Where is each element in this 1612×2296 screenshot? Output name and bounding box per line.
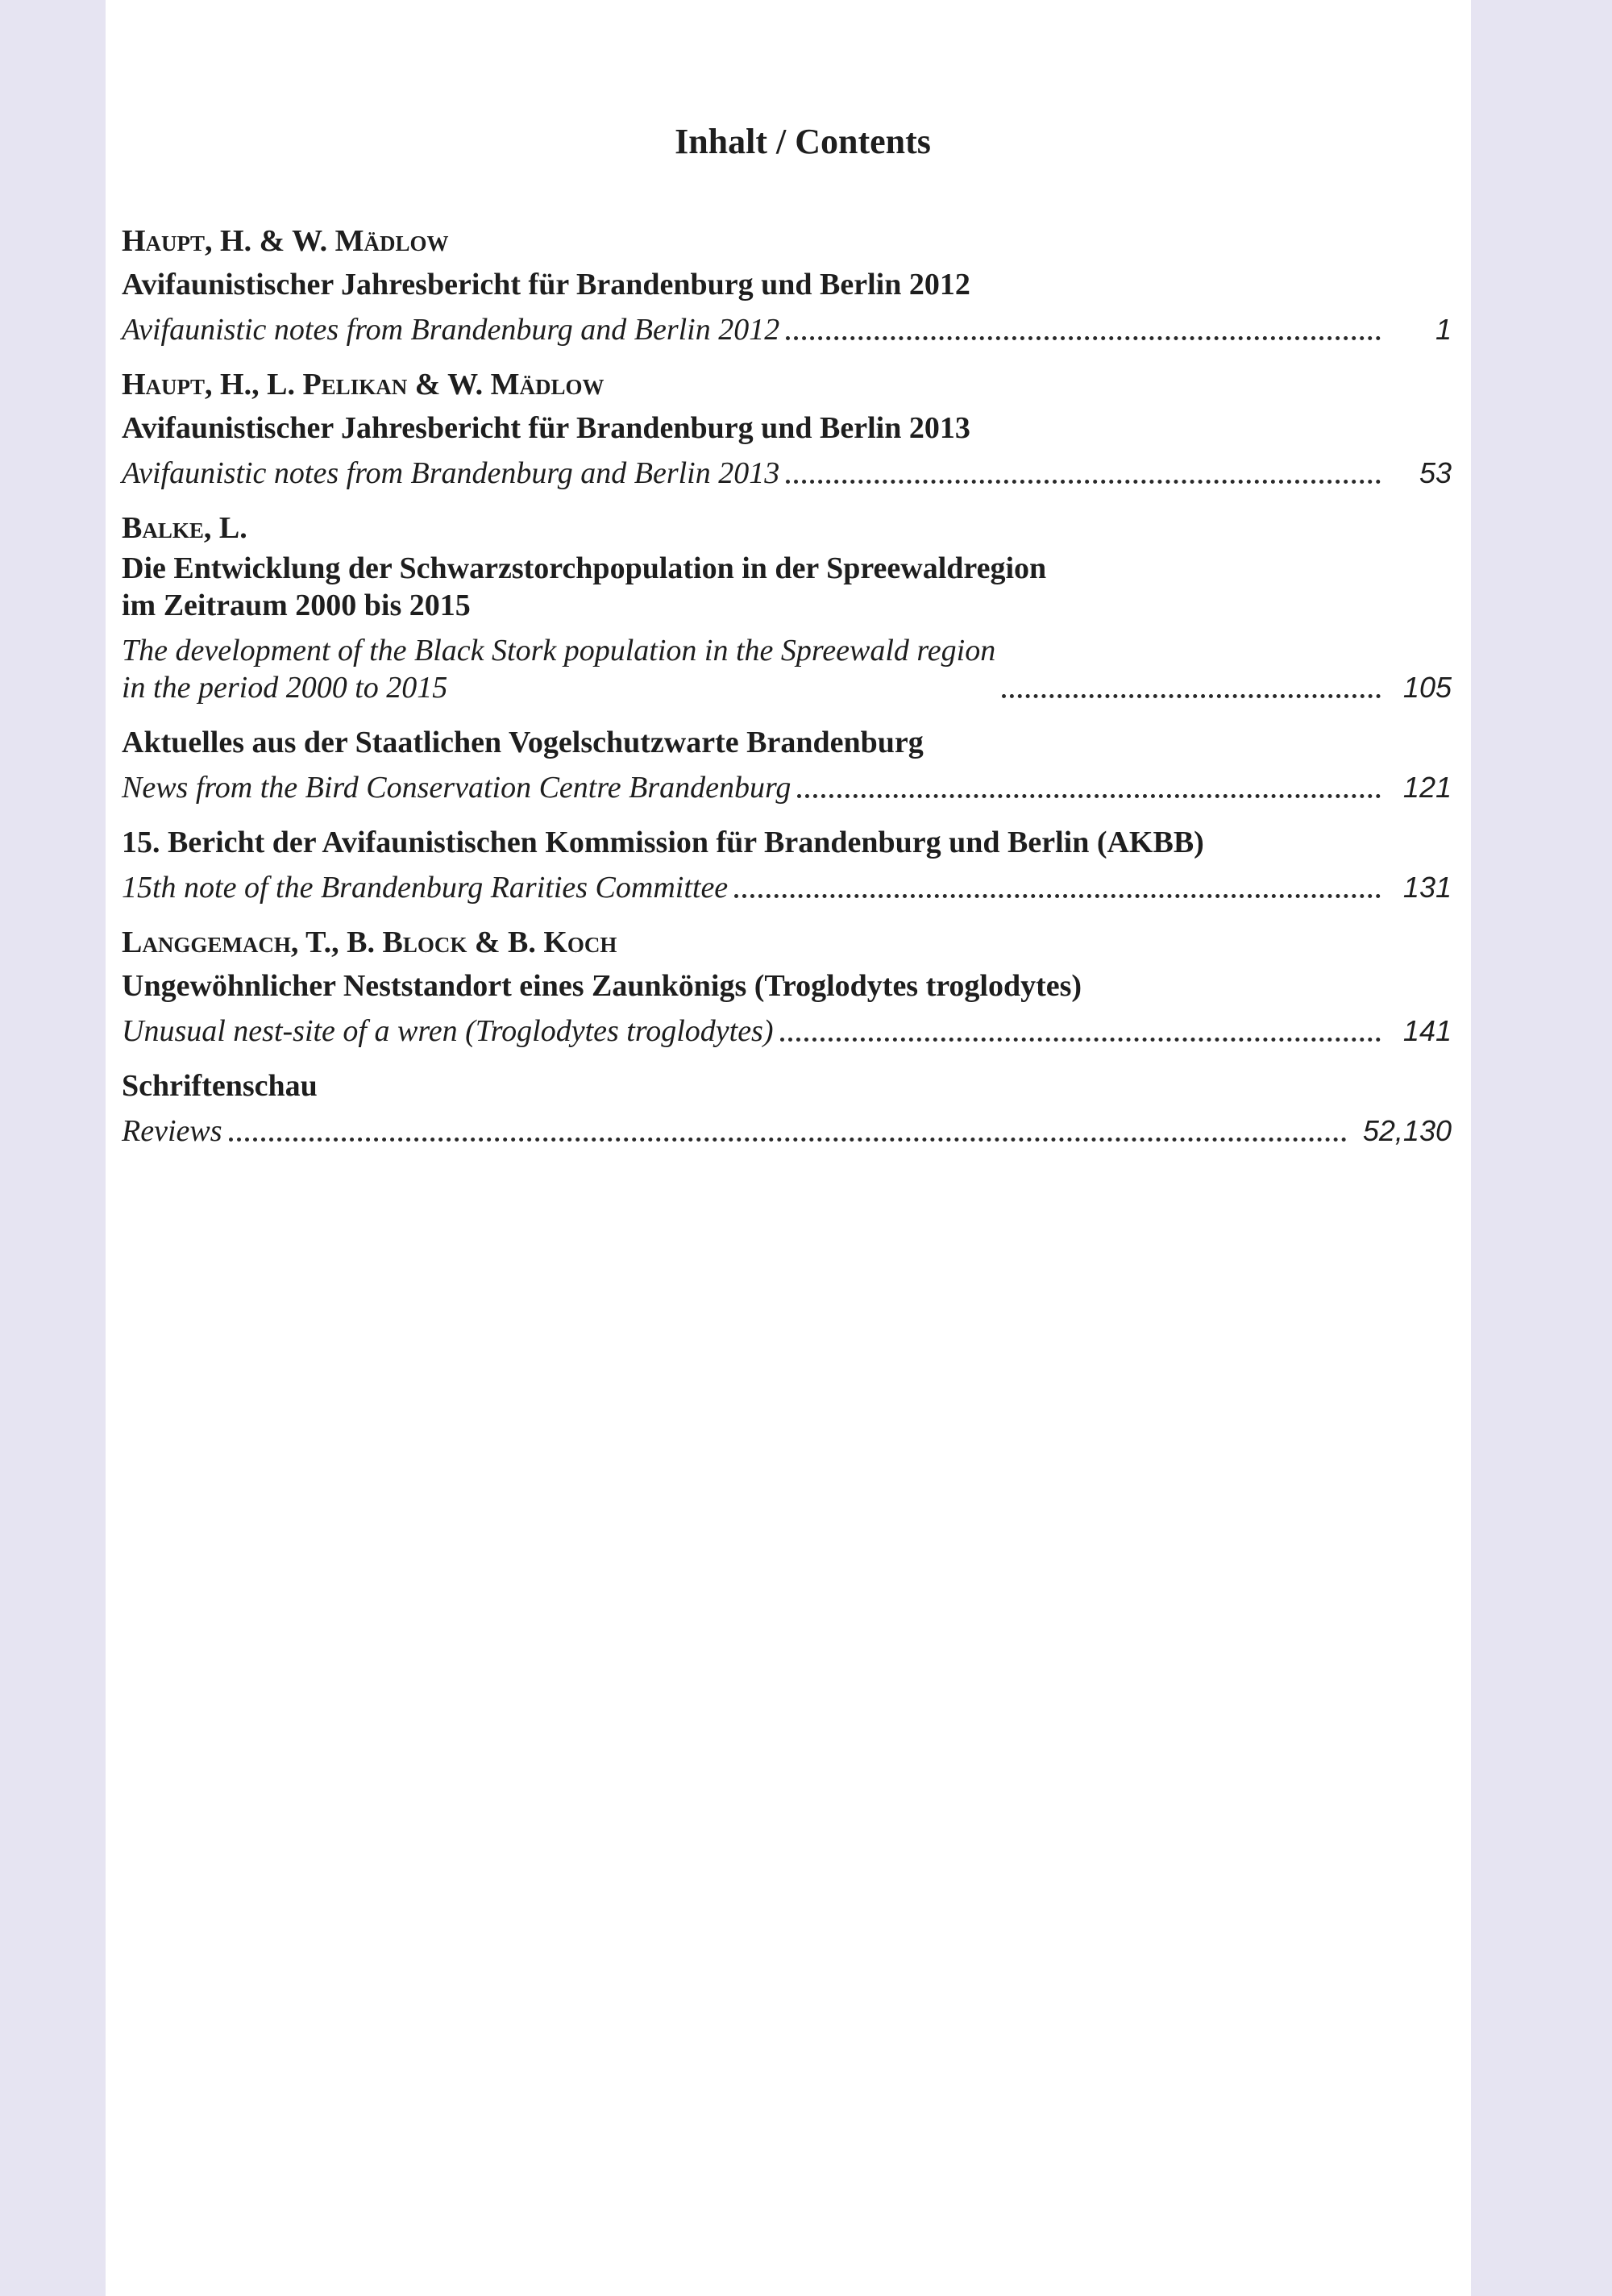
- entry-authors: Haupt, H. & W. Mädlow: [122, 224, 449, 258]
- toc-entry: [122, 506, 1452, 714]
- entry-title-english-row[interactable]: [122, 766, 1452, 814]
- page-number: 131: [1402, 871, 1452, 904]
- entry-title-english: [122, 869, 728, 906]
- entry-title-english-row[interactable]: [122, 451, 1452, 500]
- entry-title-english: [122, 311, 779, 348]
- dot-leader: [1002, 694, 1381, 698]
- page-number: 105: [1402, 671, 1452, 704]
- page-number: 141: [1402, 1014, 1452, 1047]
- title-line: Unusual nest-site of a wren (Troglodytes troglodytes): [122, 1014, 774, 1048]
- page-number: 52,130: [1362, 1114, 1452, 1147]
- page-title: Inhalt / Contents: [675, 122, 931, 161]
- title-line: Ungewöhnlicher Neststandort eines Zaunkönigs (Troglodytes troglodytes): [122, 969, 1082, 1003]
- title-line: Aktuelles aus der Staatlichen Vogelschutzwarte Brandenburg: [122, 726, 924, 759]
- entry-title-english: [122, 455, 779, 492]
- title-line: The development of the Black Stork population in the Spreewald region: [122, 634, 996, 668]
- entry-title-german: [122, 1064, 1452, 1109]
- page-number: 53: [1419, 456, 1452, 489]
- dot-leader: [797, 794, 1381, 798]
- title-line: Avifaunistic notes from Brandenburg and Berlin 2012: [122, 313, 780, 347]
- entry-authors: Balke, L.: [122, 511, 247, 545]
- dot-leader: [780, 1038, 1381, 1042]
- entry-title-english-row[interactable]: [122, 1009, 1452, 1058]
- title-line: Avifaunistischer Jahresbericht für Brandenburg und Berlin 2013: [122, 411, 970, 445]
- entry-title-english: [122, 1013, 774, 1050]
- entry-authors: Haupt, H., L. Pelikan & W. Mädlow: [122, 368, 604, 401]
- dot-leader: [786, 336, 1381, 340]
- entry-title-german: [122, 821, 1452, 866]
- entry-title-english: [122, 632, 995, 706]
- dot-leader: [734, 894, 1381, 898]
- entry-title-german: [122, 406, 1452, 451]
- entry-title-german: [122, 721, 1452, 766]
- title-line: News from the Bird Conservation Centre Brandenburg: [122, 771, 791, 805]
- title-line: Avifaunistischer Jahresbericht für Brandenburg und Berlin 2012: [122, 268, 970, 302]
- title-line: Avifaunistic notes from Brandenburg and Berlin 2013: [122, 456, 780, 490]
- toc-entry: [122, 721, 1452, 814]
- entry-title-english-row[interactable]: [122, 308, 1452, 356]
- title-line: 15th note of the Brandenburg Rarities Committee: [122, 871, 729, 905]
- entry-title-english: [122, 1113, 222, 1150]
- toc-entry: [122, 1064, 1452, 1158]
- entry-authors: Langgemach, T., B. Block & B. Koch: [122, 925, 617, 959]
- entry-title-english-row[interactable]: [122, 1109, 1452, 1158]
- document-page: [106, 0, 1471, 2296]
- entry-title-english-row[interactable]: [122, 629, 1452, 714]
- toc-entry: [122, 363, 1452, 500]
- toc-entry: [122, 219, 1452, 356]
- title-line: 15. Bericht der Avifaunistischen Kommission für Brandenburg und Berlin (AKBB): [122, 826, 1204, 859]
- entry-title-german: [122, 263, 1452, 308]
- page-number: 121: [1402, 771, 1452, 804]
- title-line: Reviews: [122, 1114, 222, 1148]
- entry-title-english-row[interactable]: [122, 866, 1452, 914]
- entry-title-german: [122, 550, 1452, 629]
- toc-entry: [122, 821, 1452, 914]
- title-line: im Zeitraum 2000 bis 2015: [122, 589, 471, 622]
- table-of-contents: [122, 219, 1452, 1164]
- title-line: Die Entwicklung der Schwarzstorchpopulation in der Spreewaldregion: [122, 551, 1047, 585]
- title-line: in the period 2000 to 2015: [122, 671, 448, 705]
- entry-title-english: [122, 769, 791, 806]
- toc-entry: [122, 921, 1452, 1058]
- page-number: 1: [1435, 313, 1452, 346]
- entry-title-german: [122, 964, 1452, 1009]
- title-line: Schriftenschau: [122, 1069, 318, 1103]
- dot-leader: [229, 1138, 1347, 1142]
- dot-leader: [786, 480, 1381, 484]
